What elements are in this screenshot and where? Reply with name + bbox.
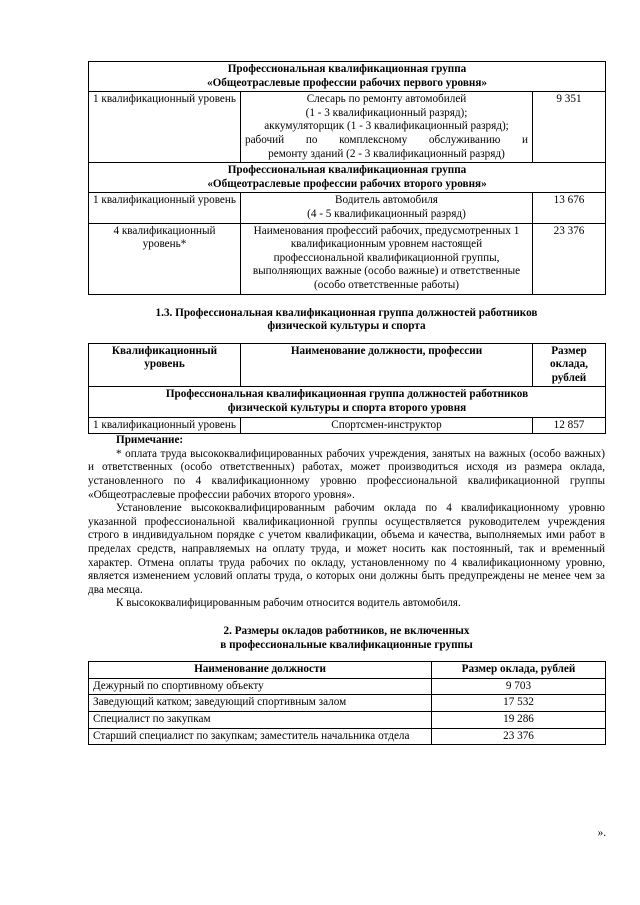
group-title-line: Профессиональная квалификационная группа (227, 63, 467, 75)
section-title-line: физической культуры и спорта (267, 320, 426, 333)
group-header-first-level (89, 62, 606, 92)
column-header-name: Наименование должности, профессии (241, 343, 533, 387)
level-cell: 1 квалификационный уровень (89, 92, 241, 163)
salary-cell: 19 286 (432, 711, 606, 728)
level-cell: 4 квалификационный уровень* (89, 223, 241, 294)
group-title-line: Профессиональная квалификационная группа должностей работников (165, 388, 529, 401)
table-row (89, 417, 606, 434)
note-block (88, 434, 605, 611)
other-salaries-table (88, 661, 606, 745)
salary-cell: 12 857 (533, 417, 606, 434)
table-row (89, 223, 606, 294)
group-header-second-level (89, 163, 606, 193)
group-header-sport (89, 387, 606, 417)
group-title-line: Профессиональная квалификационная группа (227, 164, 467, 177)
salary-cell: 9 351 (533, 92, 606, 163)
column-header-name: Наименование должности (89, 662, 432, 679)
profession-line: (4 - 5 квалификационный разряд) (307, 207, 466, 220)
salary-cell: 13 676 (533, 193, 606, 223)
table-row (89, 193, 606, 223)
section-title-line: в профессиональные квалификационные группы (220, 638, 473, 651)
workers-qualification-table (88, 61, 606, 295)
profession-line: рабочий по комплексному обслуживанию и (245, 133, 528, 146)
profession-cell: Наименования профессий рабочих, предусмотренных 1 квалификационным уровнем настоящей профессиональной квалификационной группы, выполняющих важные (особо важные) и ответственные (особо ответственные работы) (241, 223, 533, 294)
table-row (89, 92, 606, 163)
position-cell: Специалист по закупкам (89, 711, 432, 728)
profession-cell: Спортсмен-инструктор (241, 417, 533, 434)
salary-cell: 23 376 (432, 728, 606, 745)
table-header-row (89, 343, 606, 387)
profession-line: Слесарь по ремонту автомобилей (306, 93, 467, 106)
table-header-row (89, 662, 606, 679)
section-title-line: 2. Размеры окладов работников, не включенных (223, 624, 470, 637)
group-title-line: «Общеотраслевые профессии рабочих первого уровня» (206, 76, 488, 89)
column-header-salary: Размер оклада, рублей (432, 662, 606, 679)
position-cell: Дежурный по спортивному объекту (89, 678, 432, 695)
level-cell: 1 квалификационный уровень (89, 417, 241, 434)
note-paragraph: К высококвалифицированным рабочим относится водитель автомобиля. (116, 597, 461, 610)
level-cell: 1 квалификационный уровень (89, 193, 241, 223)
section-title-line: 1.3. Профессиональная квалификационная группа должностей работников (155, 306, 538, 319)
group-title-line: физической культуры и спорта второго уровня (227, 402, 467, 415)
table-row (89, 695, 606, 712)
table-row (89, 728, 606, 745)
group-header-row (89, 62, 606, 92)
profession-line: (1 - 3 квалификационный разряд); (305, 106, 468, 119)
group-title-line: «Общеотраслевые профессии рабочих второго уровня» (207, 177, 487, 190)
column-header-salary: Размер оклада, рублей (533, 343, 606, 387)
salary-cell: 17 532 (432, 695, 606, 712)
salary-cell: 9 703 (432, 678, 606, 695)
position-cell: Старший специалист по закупкам; заместитель начальника отдела (89, 728, 432, 745)
profession-cell (241, 193, 533, 223)
section-title (88, 307, 605, 334)
group-header-row (89, 387, 606, 417)
table-row (89, 711, 606, 728)
column-header-level: Квалификационный уровень (89, 343, 241, 387)
profession-cell (241, 92, 533, 163)
note-paragraph: * оплата труда высококвалифицированных рабочих учреждения, занятых на важных (особо важных) и ответственных (особо ответственных) работах, может производиться исходя из размера оклада, установленного по 4 квалификационному уровню профессиональной квалификационной группы «Общеотраслевые профессии рабочих второго уровня». (88, 447, 605, 501)
position-cell: Заведующий катком; заведующий спортивным залом (89, 695, 432, 712)
note-paragraph: Установление высококвалифицированным рабочим оклада по 4 квалификационному уровню указанной профессиональной квалификационной группы осуществляется руководителем учреждения строго в индивидуальном порядке с учетом квалификации, объема и качества, выполняемых ими работ в пределах средств, направляемых на оплату труда, и может носить как постоянный, так и временный характер. Отмена оплаты труда рабочих по окладу, установленному по 4 квалификационному уровню, является изменением условий оплаты труда, о которых они должны быть предупреждены не менее чем за два месяца. (88, 502, 605, 596)
profession-line: аккумуляторщик (1 - 3 квалификационный разряд); (264, 120, 509, 133)
table-row (89, 678, 606, 695)
section-title (88, 625, 605, 652)
salary-cell: 23 376 (533, 223, 606, 294)
document-page (88, 61, 605, 745)
group-header-row (89, 163, 606, 193)
sport-qualification-table (88, 343, 606, 435)
profession-line: Водитель автомобиля (335, 194, 438, 207)
closing-quote-mark: ». (597, 827, 606, 839)
note-heading: Примечание: (116, 434, 184, 447)
profession-line: ремонту зданий (2 - 3 квалификационный разряд) (268, 147, 505, 160)
